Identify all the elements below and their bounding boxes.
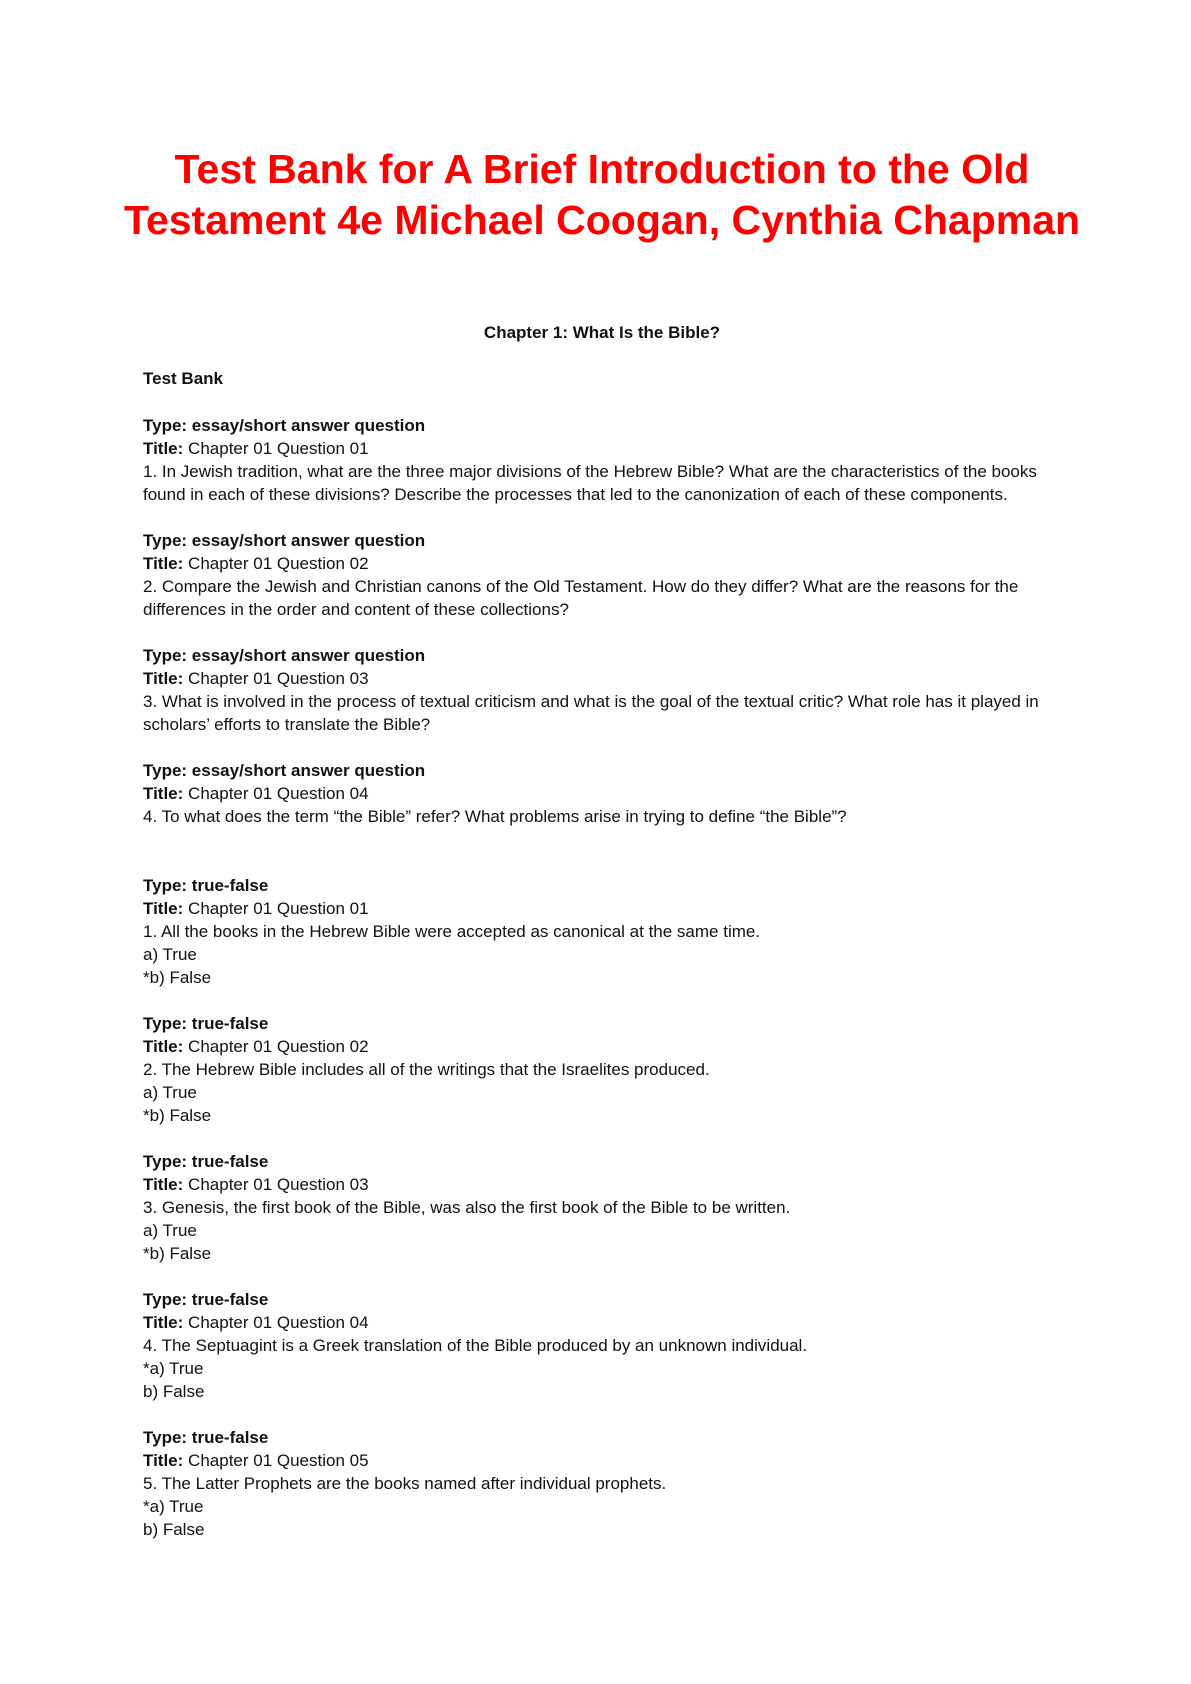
question-title: Chapter 01 Question 02	[188, 554, 369, 573]
answer-option-a: a) True	[143, 1221, 197, 1240]
title-label: Title:	[143, 1313, 184, 1332]
question-type: Type: true-false	[143, 876, 269, 895]
answer-option-a: a) True	[143, 1083, 197, 1102]
question-title-line	[143, 552, 1063, 575]
answer-option-b: *b) False	[143, 1244, 212, 1263]
question-title-line	[143, 1173, 1063, 1196]
answer-option-b: b) False	[143, 1520, 205, 1539]
true-false-question	[143, 1012, 1063, 1127]
question-title: Chapter 01 Question 02	[188, 1037, 369, 1056]
question-title: Chapter 01 Question 04	[188, 784, 369, 803]
question-title-line	[143, 1035, 1063, 1058]
title-label: Title:	[143, 554, 184, 573]
question-text: 5. The Latter Prophets are the books named after individual prophets.	[143, 1474, 667, 1493]
question-text: 2. Compare the Jewish and Christian canons of the Old Testament. How do they differ? What are the reasons for the differences in the order and content of these collections?	[143, 577, 1019, 619]
title-label: Title:	[143, 1175, 184, 1194]
question-type: Type: true-false	[143, 1428, 269, 1447]
answer-option-a: *a) True	[143, 1497, 204, 1516]
title-label: Title:	[143, 899, 184, 918]
section-heading: Test Bank	[143, 369, 223, 388]
question-title: Chapter 01 Question 03	[188, 1175, 369, 1194]
true-false-question	[143, 874, 1063, 989]
question-text: 1. All the books in the Hebrew Bible were accepted as canonical at the same time.	[143, 922, 761, 941]
essay-question	[143, 644, 1063, 736]
question-title-line	[143, 437, 1063, 460]
essay-question	[143, 414, 1063, 506]
title-label: Title:	[143, 669, 184, 688]
question-type: Type: true-false	[143, 1152, 269, 1171]
question-text: 4. The Septuagint is a Greek translation of the Bible produced by an unknown individual.	[143, 1336, 808, 1355]
question-title: Chapter 01 Question 04	[188, 1313, 369, 1332]
question-type: Type: essay/short answer question	[143, 531, 426, 550]
question-type: Type: true-false	[143, 1290, 269, 1309]
question-type: Type: essay/short answer question	[143, 416, 426, 435]
question-title-line	[143, 1311, 1063, 1334]
question-title-line	[143, 782, 1063, 805]
answer-option-b: b) False	[143, 1382, 205, 1401]
answer-option-a: a) True	[143, 945, 197, 964]
chapter-heading: Chapter 1: What Is the Bible?	[483, 323, 721, 342]
question-title: Chapter 01 Question 05	[188, 1451, 369, 1470]
question-title-line	[143, 897, 1063, 920]
true-false-question	[143, 1150, 1063, 1265]
title-label: Title:	[143, 1037, 184, 1056]
question-text: 3. Genesis, the first book of the Bible, was also the first book of the Bible to be written.	[143, 1198, 791, 1217]
question-text: 1. In Jewish tradition, what are the three major divisions of the Hebrew Bible? What are the characteristics of the books found in each of these divisions? Describe the processes that led to the canonization of each of these components.	[143, 462, 1037, 504]
answer-option-b: *b) False	[143, 968, 212, 987]
question-text: 4. To what does the term “the Bible” refer? What problems arise in trying to define “the Bible”?	[143, 807, 847, 826]
true-false-question	[143, 1288, 1063, 1403]
question-type: Type: true-false	[143, 1014, 269, 1033]
question-list	[143, 414, 1063, 1541]
question-text: 3. What is involved in the process of textual criticism and what is the goal of the textual critic? What role has it played in scholars’ efforts to translate the Bible?	[143, 692, 1039, 734]
title-label: Title:	[143, 1451, 184, 1470]
answer-option-b: *b) False	[143, 1106, 212, 1125]
document-title: Test Bank for A Brief Introduction to the Old Testament 4e Michael Coogan, Cynthia Chapman	[123, 146, 1081, 243]
title-label: Title:	[143, 784, 184, 803]
question-type: Type: essay/short answer question	[143, 761, 426, 780]
question-title-line	[143, 667, 1063, 690]
answer-option-a: *a) True	[143, 1359, 204, 1378]
question-title: Chapter 01 Question 01	[188, 899, 369, 918]
question-title-line	[143, 1449, 1063, 1472]
question-title: Chapter 01 Question 01	[188, 439, 369, 458]
essay-question	[143, 529, 1063, 621]
essay-question	[143, 759, 1063, 828]
question-title: Chapter 01 Question 03	[188, 669, 369, 688]
true-false-question	[143, 1426, 1063, 1541]
question-text: 2. The Hebrew Bible includes all of the writings that the Israelites produced.	[143, 1060, 710, 1079]
question-type: Type: essay/short answer question	[143, 646, 426, 665]
title-label: Title:	[143, 439, 184, 458]
